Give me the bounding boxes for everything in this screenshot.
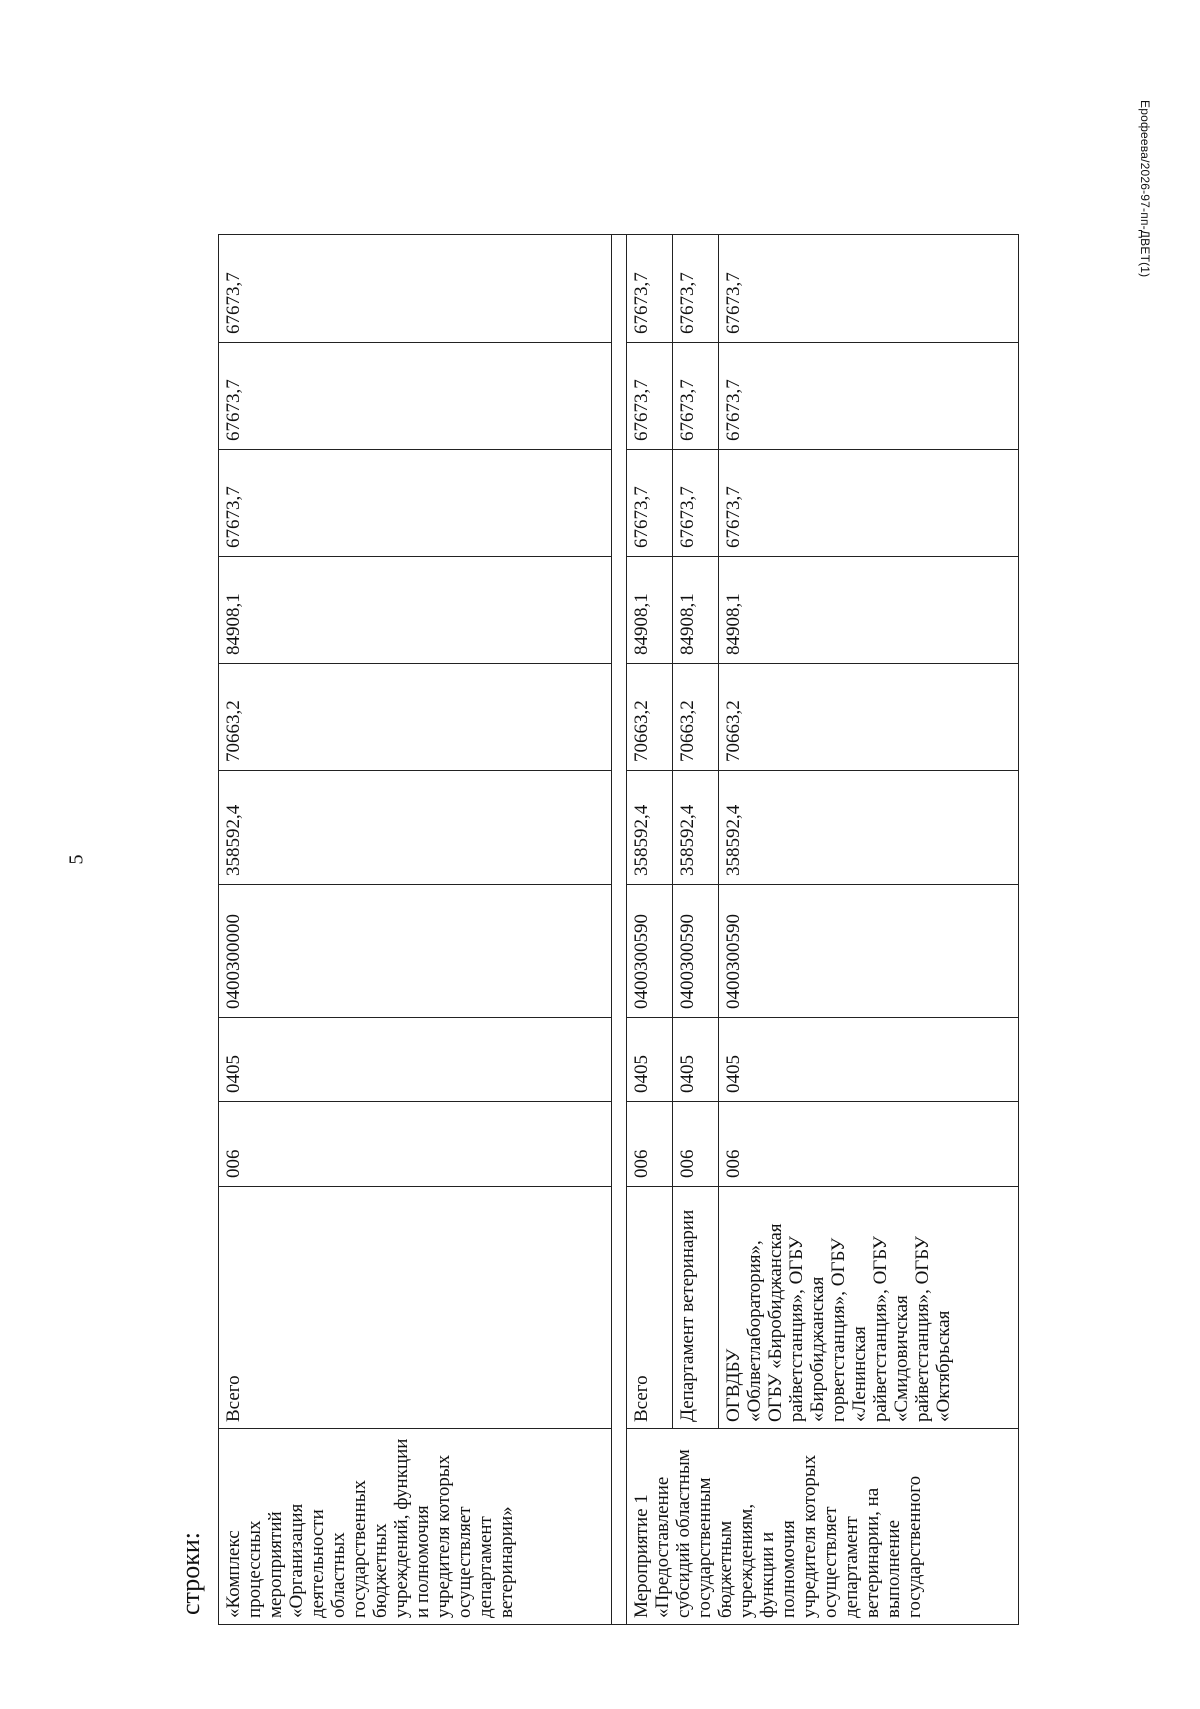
csr-cell: 0400300590 xyxy=(719,885,1019,1018)
year5-cell: 67673,7 xyxy=(719,235,1019,343)
total-cell: 358592,4 xyxy=(719,771,1019,885)
year5-cell: 67673,7 xyxy=(219,235,612,343)
year4-cell: 67673,7 xyxy=(673,343,719,450)
year1-cell: 70663,2 xyxy=(719,664,1019,771)
table-row xyxy=(673,235,719,1625)
total-cell: 358592,4 xyxy=(673,771,719,885)
rzpr-cell: 0405 xyxy=(627,1018,673,1102)
year1-cell: 70663,2 xyxy=(627,664,673,771)
csr-cell: 0400300590 xyxy=(673,885,719,1018)
year2-cell: 84908,1 xyxy=(627,557,673,664)
table-row xyxy=(219,235,612,1625)
executor-cell: ОГВДБУ «Облветлаборатория», ОГБУ «Биробиджанская райветстанция», ОГБУ «Биробиджанская горветстанция», ОГБУ «Ленинская райветстанция», ОГБУ «Смидовичская райветстанция», ОГБУ «Октябрьская xyxy=(719,1187,1019,1429)
year4-cell: 67673,7 xyxy=(219,343,612,450)
year2-cell: 84908,1 xyxy=(673,557,719,664)
year2-cell: 84908,1 xyxy=(719,557,1019,664)
csr-cell: 0400300000 xyxy=(219,885,612,1018)
grbs-cell: 006 xyxy=(627,1102,673,1187)
row-separator xyxy=(612,235,627,1625)
rzpr-cell: 0405 xyxy=(719,1018,1019,1102)
grbs-cell: 006 xyxy=(719,1102,1019,1187)
document-code: Ерофеева/2026-97-пп-ДВЕТ(1) xyxy=(1138,100,1152,278)
year5-cell: 67673,7 xyxy=(627,235,673,343)
csr-cell: 0400300590 xyxy=(627,885,673,1018)
page-number: 5 xyxy=(65,854,88,865)
year5-cell: 67673,7 xyxy=(673,235,719,343)
rzpr-cell: 0405 xyxy=(219,1018,612,1102)
year3-cell: 67673,7 xyxy=(627,450,673,557)
total-cell: 358592,4 xyxy=(627,771,673,885)
year3-cell: 67673,7 xyxy=(219,450,612,557)
year1-cell: 70663,2 xyxy=(673,664,719,771)
year2-cell: 84908,1 xyxy=(219,557,612,664)
separator-cell xyxy=(612,235,627,1625)
table-row xyxy=(627,235,673,1625)
rotated-page-content xyxy=(175,95,1035,1625)
rzpr-cell: 0405 xyxy=(673,1018,719,1102)
caption-text: строки: xyxy=(176,1532,205,1615)
executor-cell: Всего xyxy=(627,1187,673,1429)
row-name-cell: «Комплекс процессных мероприятий «Организация деятельности областных государственных бюджетных учреждений, функции и полномочия учредителя которых осуществляет департамент ветеринарии» xyxy=(219,1429,612,1625)
total-cell: 358592,4 xyxy=(219,771,612,885)
year4-cell: 67673,7 xyxy=(719,343,1019,450)
grbs-cell: 006 xyxy=(673,1102,719,1187)
row-name-cell: Мероприятие 1 «Предоставление субсидий областным государственным бюджетным учреждениям, функции и полномочия учредителя которых осуществляет департамент ветеринарии, на выполнение государственного xyxy=(627,1429,1019,1625)
table-row xyxy=(719,235,1019,1625)
executor-cell: Департамент ветеринарии xyxy=(673,1187,719,1429)
year3-cell: 67673,7 xyxy=(719,450,1019,557)
budget-table xyxy=(218,234,1019,1625)
grbs-cell: 006 xyxy=(219,1102,612,1187)
year4-cell: 67673,7 xyxy=(627,343,673,450)
year3-cell: 67673,7 xyxy=(673,450,719,557)
executor-cell: Всего xyxy=(219,1187,612,1429)
year1-cell: 70663,2 xyxy=(219,664,612,771)
